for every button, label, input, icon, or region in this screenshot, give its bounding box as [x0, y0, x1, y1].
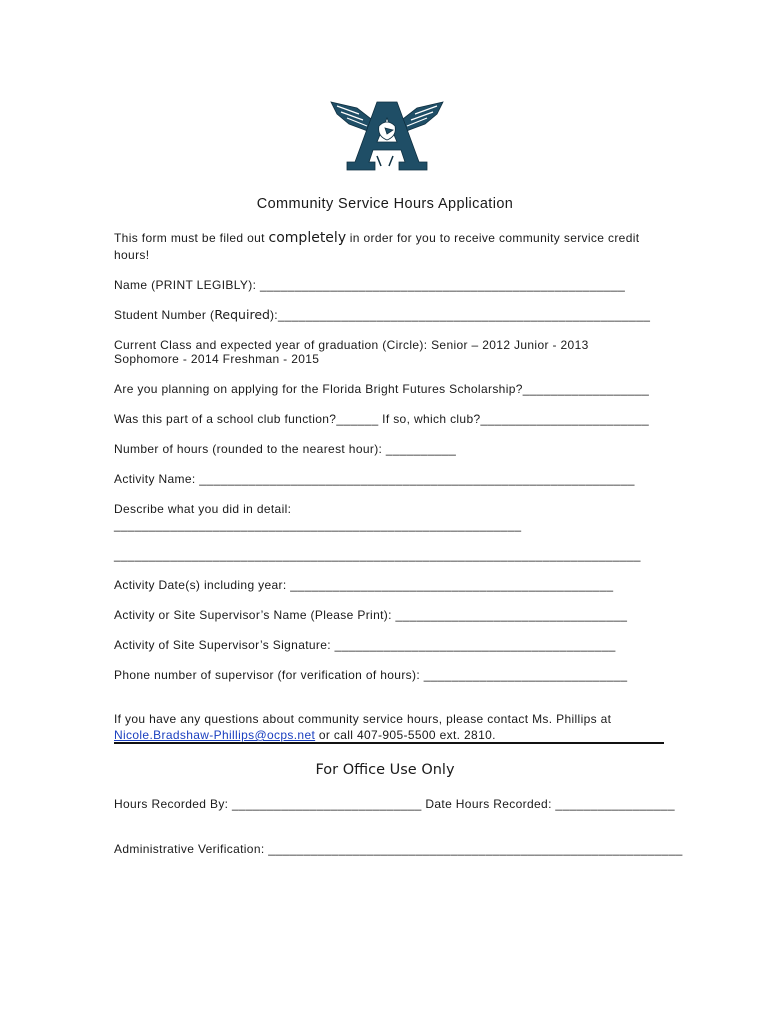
student-prefix: Student Number ( [114, 308, 215, 322]
intro-emphasis: completely [268, 230, 347, 246]
email-link[interactable]: Nicole.Bradshaw-Phillips@ocps.net [114, 728, 316, 742]
eagle-letter-a-logo [327, 96, 447, 172]
intro-line-2: hours! [114, 248, 150, 262]
form-title: Community Service Hours Application [256, 196, 514, 212]
name-field[interactable]: Name (PRINT LEGIBLY): ____________________________________________________ [114, 278, 626, 292]
contact-line-1: If you have any questions about community service hours, please contact Ms. Phillips at [114, 712, 612, 726]
supervisor-name-field[interactable]: Activity or Site Supervisor’s Name (Please Print): _________________________________ [114, 608, 628, 622]
office-use-heading: For Office Use Only [315, 762, 455, 778]
intro-after: in order for you to receive community service credit [346, 231, 640, 245]
describe-line-2[interactable]: ___________________________________________________________________________ [114, 548, 641, 562]
supervisor-signature-field[interactable]: Activity of Site Supervisor’s Signature: ________________________________________ [114, 638, 616, 652]
student-number-field[interactable] [114, 307, 650, 323]
contact-line-2 [114, 728, 496, 743]
contact-after: or call 407-905-5500 ext. 2810. [315, 728, 496, 742]
intro-line-1 [114, 231, 639, 246]
student-suffix: ):_____________________________________________________ [269, 308, 651, 322]
describe-label: Describe what you did in detail: [114, 502, 292, 516]
hours-field[interactable]: Number of hours (rounded to the nearest hour): __________ [114, 442, 457, 456]
section-divider [114, 742, 664, 744]
describe-line-1[interactable]: __________________________________________________________ [114, 518, 522, 532]
supervisor-phone-field[interactable]: Phone number of supervisor (for verification of hours): _____________________________ [114, 668, 628, 682]
class-year-line-2[interactable]: Sophomore - 2014 Freshman - 2015 [114, 352, 320, 366]
intro-before: This form must be filed out [114, 231, 269, 245]
activity-name-field[interactable]: Activity Name: ______________________________________________________________ [114, 472, 635, 486]
hours-recorded-field[interactable]: Hours Recorded By: ___________________________ Date Hours Recorded: _________________ [114, 797, 675, 811]
activity-dates-field[interactable]: Activity Date(s) including year: ______________________________________________ [114, 578, 614, 592]
student-required: Required [214, 307, 270, 322]
bright-futures-field[interactable]: Are you planning on applying for the Florida Bright Futures Scholarship?__________________ [114, 382, 650, 396]
club-field[interactable]: Was this part of a school club function?______ If so, which club?________________________ [114, 412, 650, 426]
class-year-line-1[interactable]: Current Class and expected year of graduation (Circle): Senior – 2012 Junior - 2013 [114, 338, 589, 352]
administrative-verification-field[interactable]: Administrative Verification: ___________________________________________________________ [114, 842, 683, 856]
